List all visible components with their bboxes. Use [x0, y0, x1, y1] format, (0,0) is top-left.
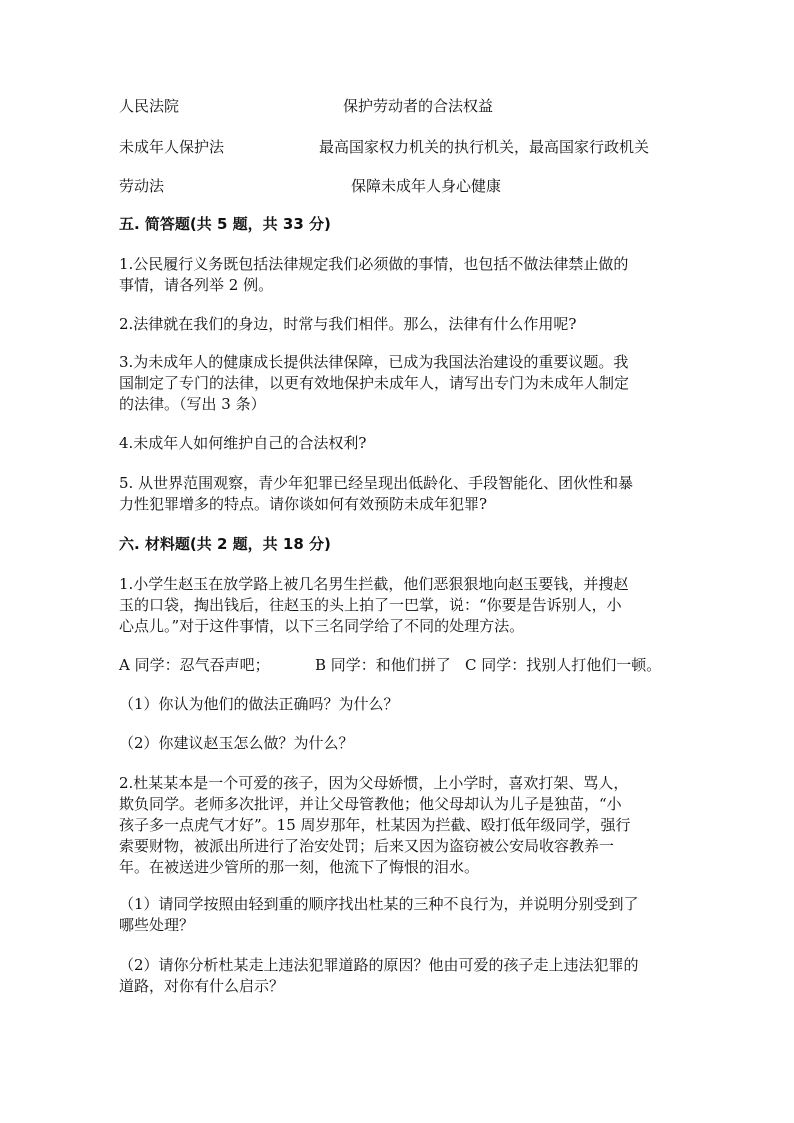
- m2-sub2-line-2: 道路，对你有什么启示？: [119, 977, 285, 995]
- q5-line-2: 力性犯罪增多的特点。请你谈如何有效预防未成年犯罪?: [119, 495, 488, 513]
- option-a: A 同学：忍气吞声吧；: [119, 656, 270, 674]
- match-right-2: 最高国家权力机关的执行机关，最高国家行政机关: [319, 138, 650, 156]
- match-right-1: 保护劳动者的合法权益: [343, 97, 494, 115]
- section5-question-4: [119, 433, 679, 454]
- m1-line-3: 心点儿。”对于这件事情，以下三名同学给了不同的处理方法。: [119, 617, 525, 635]
- match-left-3: 劳动法: [119, 177, 165, 195]
- m2-subquestion-2: [119, 955, 679, 997]
- m2-sub1-line-1: （1）请同学按照由轻到重的顺序找出杜某的三种不良行为，并说明分别受到了: [119, 895, 639, 913]
- q3-line-3: 的法律。（写出 3 条）: [119, 395, 266, 413]
- q1-line-2: 事情，请各列举 2 例。: [119, 276, 274, 294]
- option-b: B 同学：和他们拼了: [315, 656, 451, 674]
- m2-line-2: 欺负同学。老师多次批评，并让父母管教他；他父母却认为儿子是独苗，“小: [119, 795, 622, 813]
- section5-question-2: [119, 314, 679, 335]
- material-2: [119, 773, 679, 878]
- q2-line-1: 2.法律就在我们的身边，时常与我们相伴。那么，法律有什么作用呢?: [119, 315, 577, 333]
- material-1: [119, 574, 679, 637]
- m2-subquestion-1: [119, 894, 679, 936]
- m2-line-3: 孩子多一点虎气才好”。15 周岁那年，杜某因为拦截、殴打低年级同学，强行: [119, 816, 631, 834]
- match-left-2: 未成年人保护法: [119, 138, 225, 156]
- section5-question-5: [119, 473, 679, 515]
- section6-heading: 六. 材料题(共 2 题，共 18 分): [119, 535, 331, 553]
- m2-line-4: 索要财物，被派出所进行了治安处罚；后来又因为盗窃被公安局收容教养一: [119, 837, 615, 855]
- m2-line-1: 2.杜某某本是一个可爱的孩子，因为父母娇惯，上小学时，喜欢打架、骂人，: [119, 774, 629, 792]
- material-1-options: [119, 655, 661, 675]
- section5-question-3: [119, 352, 679, 415]
- m1-line-2: 玉的口袋，掏出钱后，往赵玉的头上拍了一巴掌，说：“你要是告诉别人，小: [119, 596, 622, 614]
- m2-sub1-line-2: 哪些处理？: [119, 916, 195, 934]
- option-c: C 同学：找别人打他们一顿。: [465, 656, 662, 674]
- match-right-3: 保障未成年人身心健康: [351, 177, 502, 195]
- q3-line-1: 3.为未成年人的健康成长提供法律保障，已成为我国法治建设的重要议题。我: [119, 353, 629, 371]
- m1-line-1: 1.小学生赵玉在放学路上被几名男生拦截，他们恶狠狠地向赵玉要钱，并搜赵: [119, 575, 629, 593]
- m1-subquestion-2: （2）你建议赵玉怎么做？为什么？: [119, 734, 354, 752]
- q3-line-2: 国制定了专门的法律，以更有效地保护未成年人，请写出专门为未成年人制定: [119, 374, 630, 392]
- q1-line-1: 1.公民履行义务既包括法律规定我们必须做的事情，也包括不做法律禁止做的: [119, 255, 629, 273]
- m2-sub2-line-1: （2）请你分析杜某走上违法犯罪道路的原因？他由可爱的孩子走上违法犯罪的: [119, 956, 639, 974]
- section5-heading: 五. 简答题(共 5 题，共 33 分): [119, 215, 331, 233]
- match-left-1: 人民法院: [119, 97, 180, 115]
- q5-line-1: 5. 从世界范围观察，青少年犯罪已经呈现出低龄化、手段智能化、团伙性和暴: [119, 474, 634, 492]
- q4-line-1: 4.未成年人如何维护自己的合法权利?: [119, 434, 367, 452]
- m1-subquestion-1: （1）你认为他们的做法正确吗？为什么？: [119, 695, 399, 713]
- m2-line-5: 年。在被送进少管所的那一刻，他流下了悔恨的泪水。: [119, 858, 480, 876]
- section5-question-1: [119, 254, 679, 296]
